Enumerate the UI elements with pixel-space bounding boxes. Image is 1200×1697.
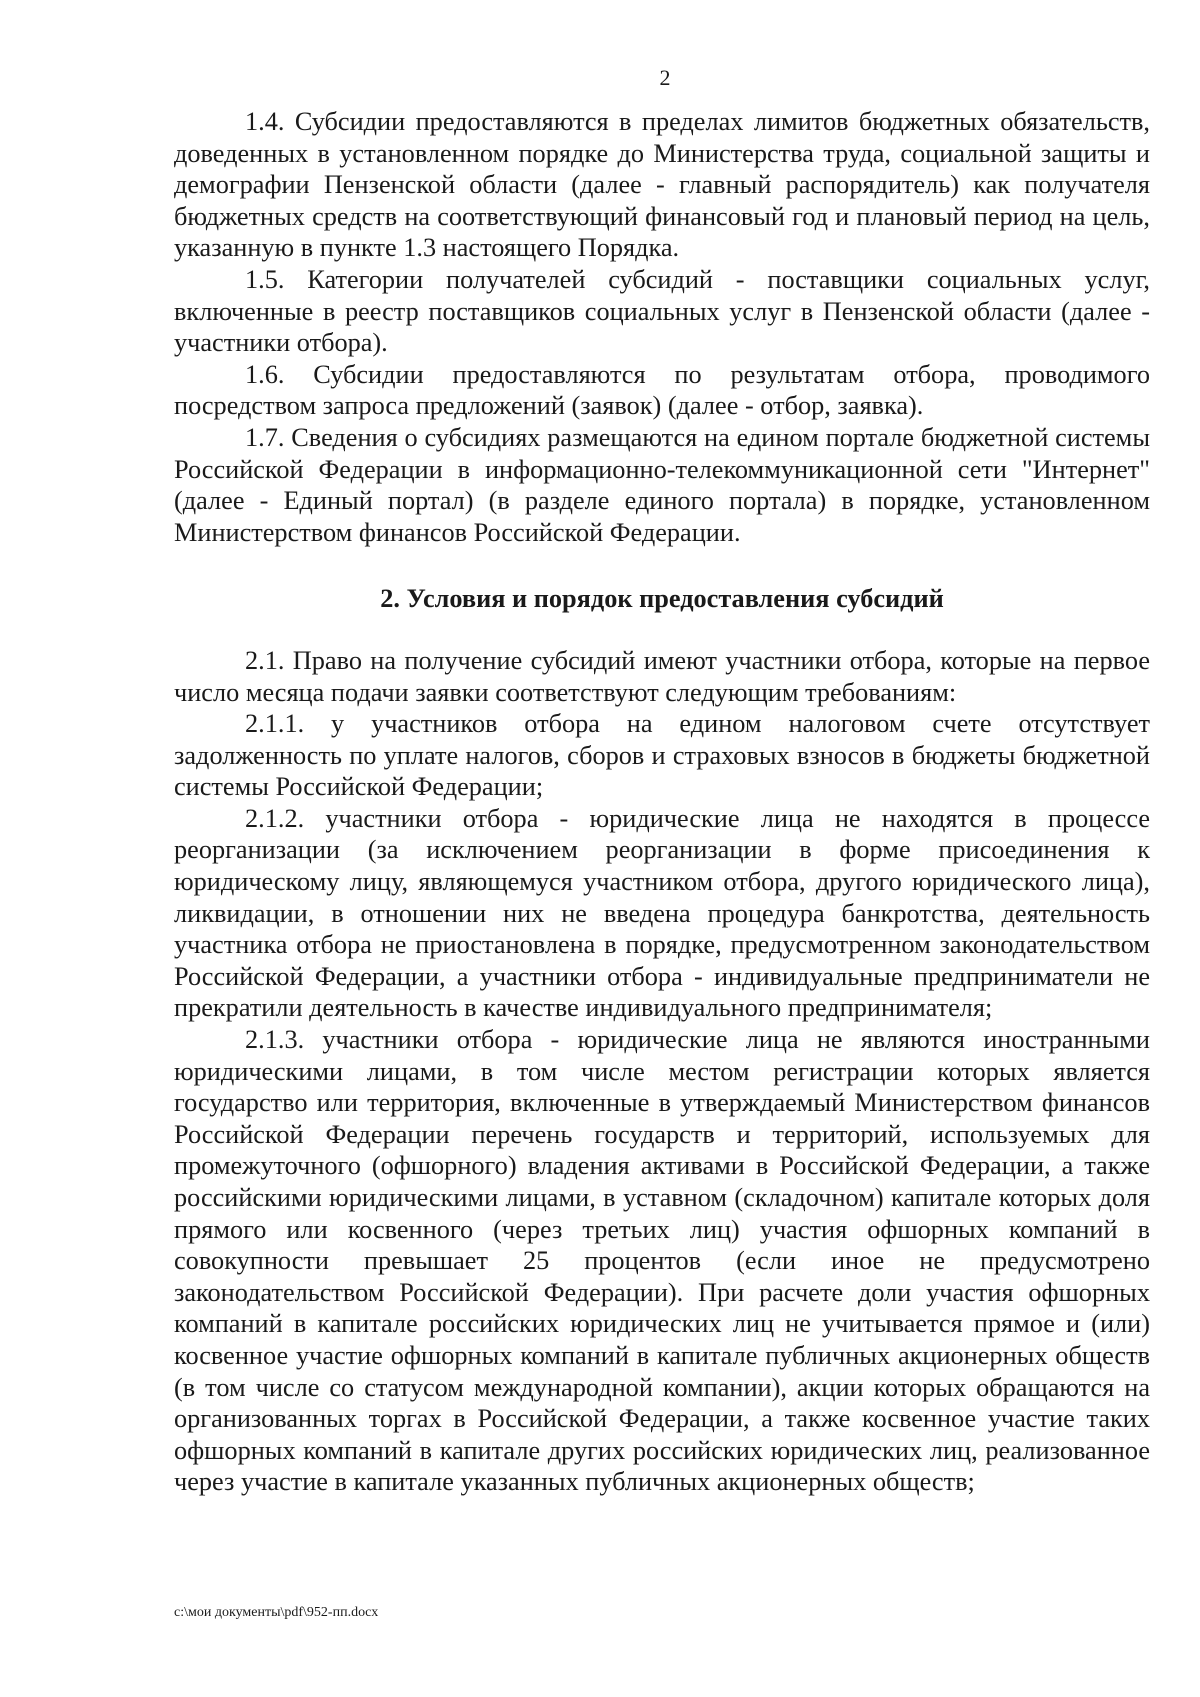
paragraph-2-1-2: 2.1.2. участники отбора - юридические лица не находятся в процессе реорганизации (за исключением реорганизации в форме присоединения к юридическому лицу, являющемуся участником отбора, другого юридического лица), ликвидации, в отношении них не введена процедура банкротства, деятельность участника отбора не приостановлена в порядке, предусмотренном законодательством Российской Федерации, а участники отбора - индивидуальные предприниматели не прекратили деятельность в качестве индивидуального предпринимателя; [174,803,1150,1023]
page-number: 2 [659,65,671,90]
document-body [174,106,1150,1498]
footer-file-path: c:\мои документы\pdf\952-пп.docx [174,1605,379,1620]
paragraph-1-5: 1.5. Категории получателей субсидий - поставщики социальных услуг, включенные в реестр поставщиков социальных услуг в Пензенской области (далее - участники отбора). [174,264,1150,358]
paragraph-2-1: 2.1. Право на получение субсидий имеют участники отбора, которые на первое число месяца подачи заявки соответствуют следующим требованиям: [174,645,1150,707]
paragraph-1-7: 1.7. Сведения о субсидиях размещаются на едином портале бюджетной системы Российской Федерации в информационно-телекоммуникационной сети "Интернет" (далее - Единый портал) (в разделе единого портала) в порядке, установленном Министерством финансов Российской Федерации. [174,422,1150,547]
section-heading: 2. Условия и порядок предоставления субсидий [380,584,944,614]
paragraph-2-1-1: 2.1.1. у участников отбора на едином налоговом счете отсутствует задолженность по уплате налогов, сборов и страховых взносов в бюджеты бюджетной системы Российской Федерации; [174,709,1150,802]
paragraph-1-4: 1.4. Субсидии предоставляются в пределах лимитов бюджетных обязательств, доведенных в установленном порядке до Министерства труда, социальной защиты и демографии Пензенской области (далее - главный распорядитель) как получателя бюджетных средств на соответствующий финансовый год и плановый период на цель, указанную в пункте 1.3 настоящего Порядка. [174,107,1150,263]
paragraph-1-6: 1.6. Субсидии предоставляются по результатам отбора, проводимого посредством запроса предложений (заявок) (далее - отбор, заявка). [174,359,1150,421]
paragraph-2-1-3: 2.1.3. участники отбора - юридические лица не являются иностранными юридическими лицами, в том числе местом регистрации которых является государство или территория, включенные в утверждаемый Министерством финансов Российской Федерации перечень государств и территорий, используемых для промежуточного (офшорного) владения активами в Российской Федерации, а также российскими юридическими лицами, в уставном (складочном) капитале которых доля прямого или косвенного (через третьих лиц) участия офшорных компаний в совокупности превышает 25 процентов (если иное не предусмотрено законодательством Российской Федерации). При расчете доли участия офшорных компаний в капитале российских юридических лиц не учитывается прямое и (или) косвенное участие офшорных компаний в капитале публичных акционерных обществ (в том числе со статусом международной компании), акции которых обращаются на организованных торгах в Российской Федерации, а также косвенное участие таких офшорных компаний в капитале других российских юридических лиц, реализованное через участие в капитале указанных публичных акционерных обществ; [174,1025,1150,1497]
